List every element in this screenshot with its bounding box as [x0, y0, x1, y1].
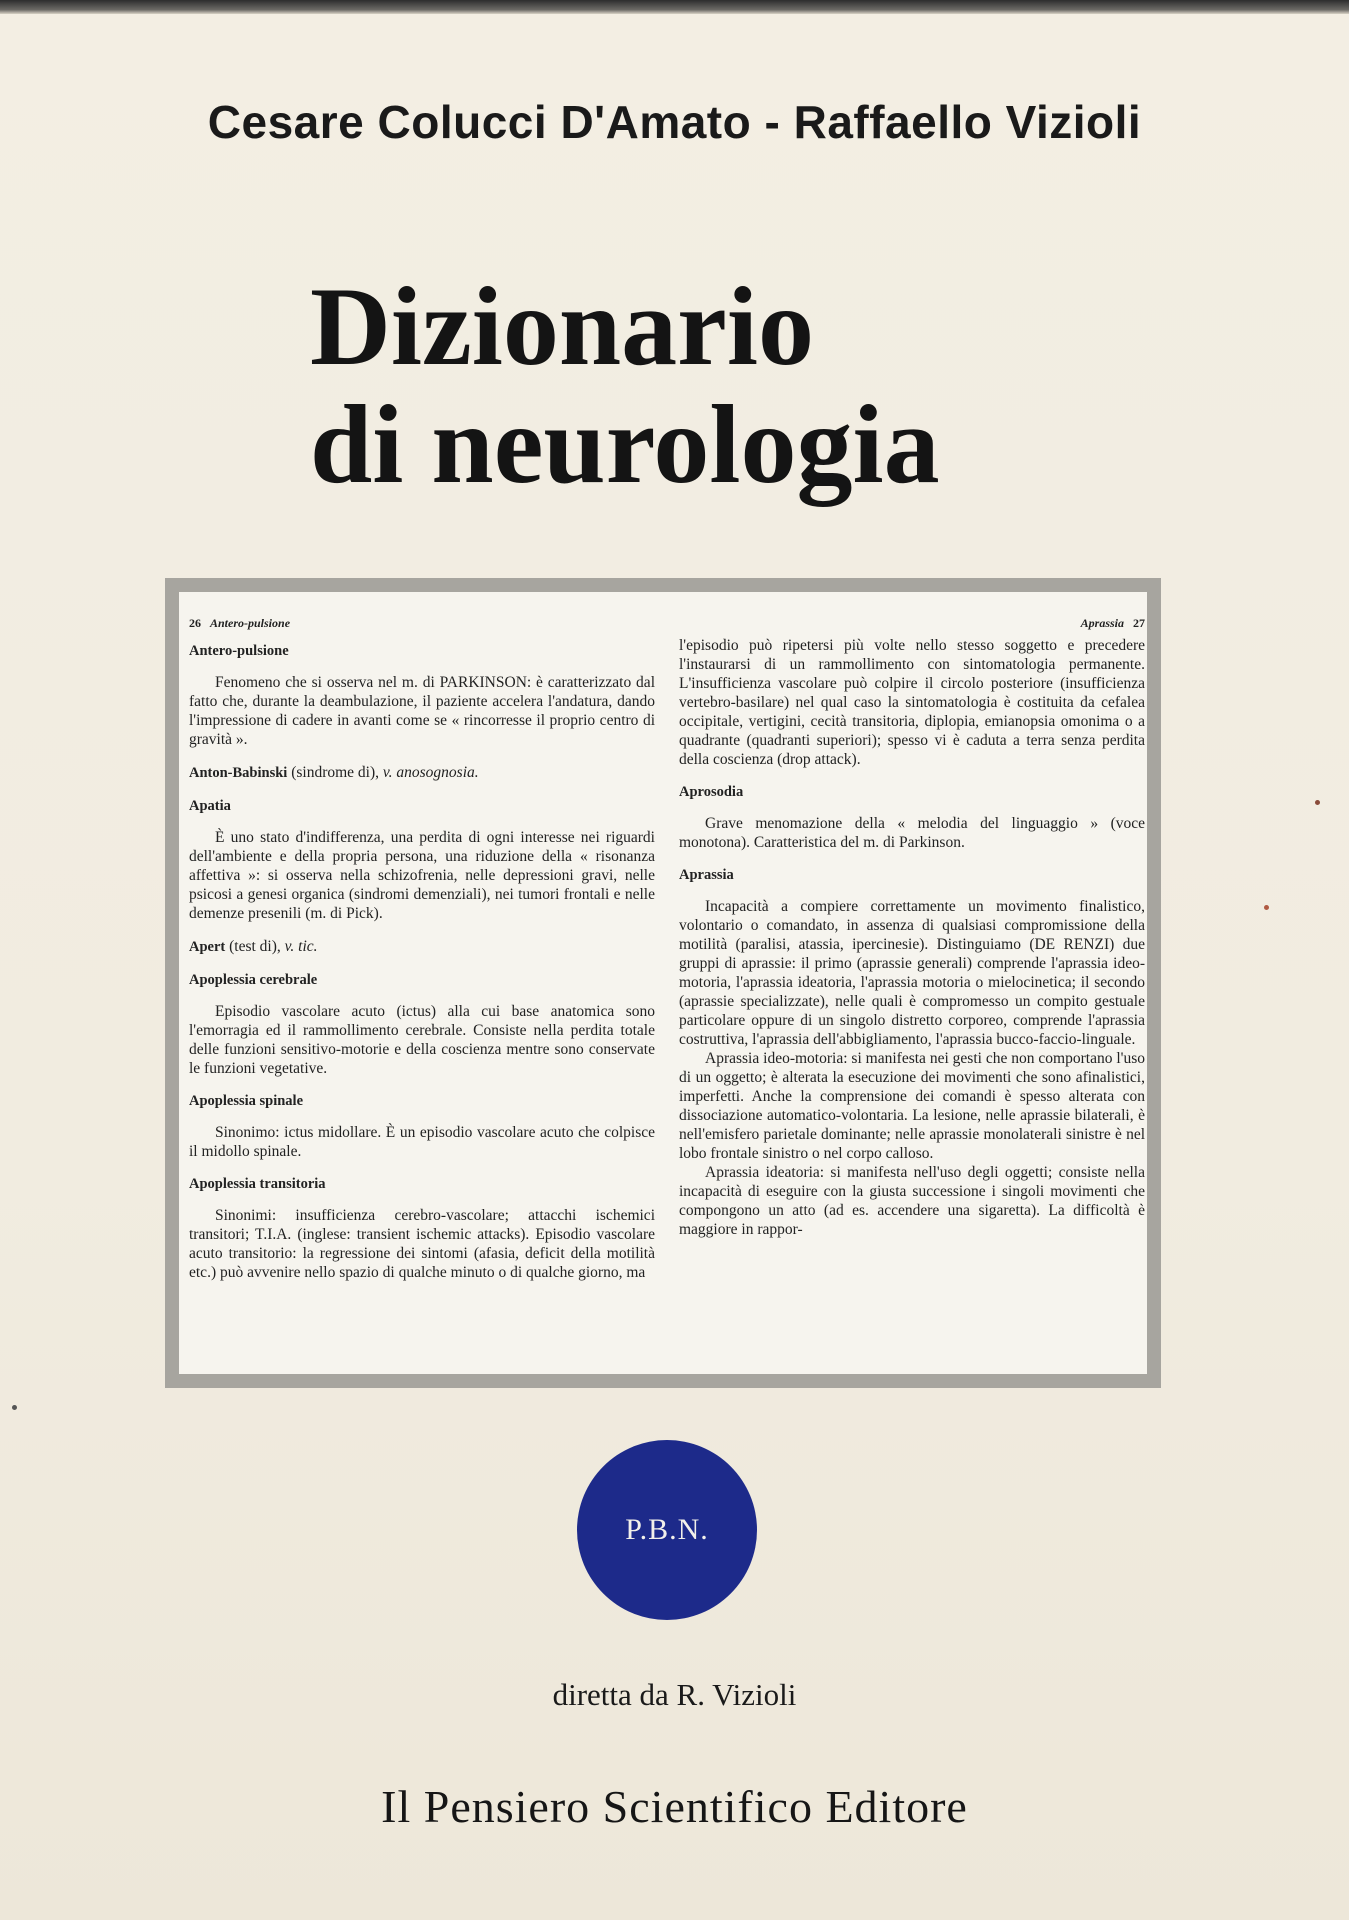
- entry-text: È uno stato d'indifferenza, una perdita di ogni interesse nei riguardi dell'ambiente e della propria persona, una riduzione della « risonanza affettiva »: si osserva nella schizofrenia, nelle depressioni gravi, nelle psicosi a genesi organica (sindromi demenziali), nei tumori frontali e nelle demenze presenili (m. di Pick).: [189, 829, 655, 922]
- series-director: diretta da R. Vizioli: [552, 1677, 797, 1712]
- series-logo-seal: [577, 1440, 757, 1620]
- entry-text: Incapacità a compiere correttamente un movimento finalistico, volontario o comandato, in assenza di qualsiasi compromissione della motilità (paralisi, atassia, ipercinesie). Distinguiamo (DE RENZI) due gruppi di aprassie: il primo (aprassie generali) comprende l'aprassia ideo-motoria, l'aprassia ideatoria, l'aprassia motoria o mielocinetica; il secondo (aprassie specializzate), nelle quali è compromesso un compito gestuale particolare oppure di un singolo distretto corporeo, comprende l'aprassia costruttiva, l'aprassia dell'abbigliamento, l'aprassia bucco-faccio-linguale.: [679, 898, 1145, 1048]
- entry-qualifier: (test di),: [225, 938, 285, 955]
- subentry-paragraph: Aprassia ideo-motoria: si manifesta nei gesti che non comportano l'uso di un oggetto; è alterata la esecuzione dei movimenti che sono afinalistici, imperfetti. Anche la comprensione dei comandi è spesso alterata con dissociazione automatico-volontaria. La lesione, nelle aprassie bilaterali, è nell'emisfero parietale dominante; nelle aprassie monolaterali sinistre è nel lobo frontale sinistro o nel corpo calloso.: [679, 1050, 1145, 1162]
- entry-crossref: [189, 937, 655, 957]
- running-head-left: [189, 614, 655, 636]
- entry-headword: Anton-Babinski: [189, 765, 288, 781]
- sample-page-panel: [165, 578, 1161, 1388]
- title-line-1: Dizionario: [310, 265, 814, 389]
- right-column: [679, 614, 1145, 1239]
- entry-text: Fenomeno che si osserva nel m. di PARKINSON: è caratterizzato dal fatto che, durante la deambulazione, il paziente accelera l'andatura, dando l'impressione di cadere in avanti come se « rincorresse il proprio centro di gravità ».: [189, 674, 655, 748]
- entry-headword: Apert: [189, 939, 226, 955]
- entry-headword: Aprosodia: [679, 784, 744, 800]
- page-number-left: 26: [189, 616, 201, 630]
- series-logo-text: P.B.N.: [625, 1513, 709, 1546]
- paper-speck: [1315, 800, 1320, 805]
- authors: Cesare Colucci D'Amato - Raffaello Vizioli: [207, 96, 1142, 148]
- entry-headword: Apoplessia transitoria: [189, 1176, 326, 1192]
- entry-text: Episodio vascolare acuto (ictus) alla cui base anatomica sono l'emorragia ed il rammollimento cerebrale. Consiste nella perdita totale delle funzioni sensitivo-motorie e della coscienza mentre sono conservate le funzioni vegetative.: [189, 1003, 655, 1077]
- entry-crossref: [189, 763, 655, 783]
- scan-top-edge: [0, 0, 1349, 14]
- running-head-left-text: Antero-pulsione: [210, 616, 291, 630]
- entry-qualifier: (sindrome di),: [287, 764, 383, 781]
- entry-headword: Aprassia: [679, 867, 734, 883]
- entry-headword: Apoplessia cerebrale: [189, 972, 318, 988]
- continuation-text: l'episodio può ripetersi più volte nello stesso soggetto e precedere l'instaurarsi di un rammollimento con sintomatologia permanente. L'insufficienza vascolare può colpire il circolo posteriore (insufficienza vertebro-basilare) nel qual caso la sintomatologia è costituita da cefalea occipitale, vertigini, cecità transitoria, diplopia, emianopsia omonima o a quadrante (quadranti superiori); spesso vi è caduta a terra senza perdita della coscienza (drop attack).: [679, 637, 1145, 768]
- entry-headword: Apoplessia spinale: [189, 1093, 304, 1109]
- paper-speck: [1264, 905, 1269, 910]
- book-title: [310, 265, 1070, 507]
- left-column: [189, 614, 655, 1282]
- paper-speck: [12, 1405, 17, 1410]
- running-head-right-text: Aprassia: [1080, 616, 1124, 630]
- running-head-right: [679, 614, 1145, 636]
- entry-text: Sinonimo: ictus midollare. È un episodio vascolare acuto che colpisce il midollo spinale.: [189, 1124, 655, 1160]
- entry-headword: Antero-pulsione: [189, 643, 289, 659]
- entry-xref: v. tic.: [284, 938, 318, 955]
- sample-page: [179, 592, 1147, 1374]
- entry-text: Grave menomazione della « melodia del linguaggio » (voce monotona). Caratteristica del m. di Parkinson.: [679, 815, 1145, 851]
- entry-headword: Apatia: [189, 798, 231, 814]
- page-number-right: 27: [1133, 616, 1145, 630]
- entry-text: Sinonimi: insufficienza cerebro-vascolare; attacchi ischemici transitori; T.I.A. (inglese: transient ischemic attacks). Episodio vascolare acuto transitorio: la regressione dei sintomi (afasia, deficit della motilità etc.) può avvenire nello spazio di qualche minuto o di qualche giorno, ma: [189, 1207, 655, 1281]
- entry-xref: v. anosognosia.: [382, 764, 479, 781]
- publisher-name: Il Pensiero Scientifico Editore: [381, 1781, 968, 1832]
- subentry-paragraph: Aprassia ideatoria: si manifesta nell'uso degli oggetti; consiste nella incapacità di eseguire con la giusta successione i singoli movimenti che compongono un atto (ad es. accendere una sigaretta). La difficoltà è maggiore in rappor-: [679, 1164, 1145, 1238]
- title-line-2: di neurologia: [310, 383, 940, 507]
